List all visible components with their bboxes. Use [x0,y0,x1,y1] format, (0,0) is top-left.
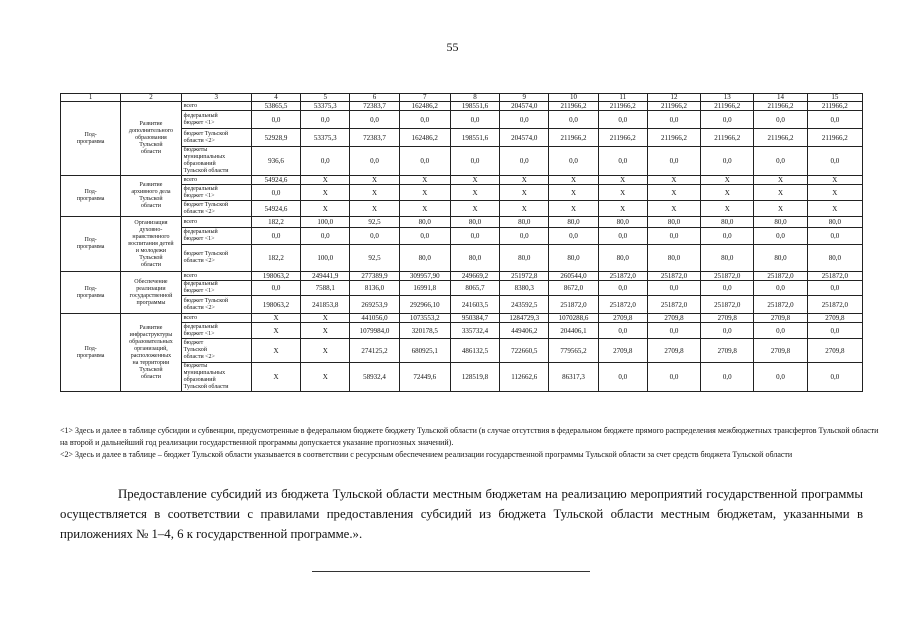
value-cell: 0,0 [754,363,807,392]
value-cell: 92,5 [350,217,399,228]
value-cell: X [399,201,450,217]
table-row [61,314,863,323]
value-cell: 162486,2 [399,129,450,147]
value-cell: X [301,323,350,339]
value-cell: 0,0 [807,228,862,245]
value-cell: 1079984,0 [350,323,399,339]
value-cell: X [399,185,450,201]
value-cell: 72383,7 [350,129,399,147]
value-cell: 211966,2 [549,102,598,111]
value-cell: 0,0 [450,147,499,176]
value-cell: 0,0 [807,363,862,392]
value-cell: 0,0 [701,111,754,129]
value-cell: X [598,201,647,217]
value-cell: X [251,323,300,339]
value-cell: 320178,5 [399,323,450,339]
value-cell: 80,0 [598,245,647,272]
value-cell: 86317,3 [549,363,598,392]
value-cell: X [350,176,399,185]
table-row [61,111,863,129]
table-row [61,176,863,185]
value-cell: 449406,2 [500,323,549,339]
value-cell: 251872,0 [701,296,754,314]
value-cell: 211966,2 [754,129,807,147]
table-row [61,147,863,176]
value-cell: X [450,185,499,201]
value-cell: 2709,8 [701,314,754,323]
value-cell: 0,0 [350,228,399,245]
value-cell: 0,0 [754,281,807,296]
value-cell: 198551,6 [450,102,499,111]
value-cell: 198063,2 [251,272,300,281]
value-cell: 52928,9 [251,129,300,147]
value-cell: 211966,2 [701,129,754,147]
value-cell: X [251,363,300,392]
funding-source: всего [181,272,251,281]
value-cell: 251872,0 [807,272,862,281]
value-cell: X [754,185,807,201]
value-cell: 0,0 [350,111,399,129]
value-cell: 0,0 [301,147,350,176]
value-cell: 112662,6 [500,363,549,392]
value-cell: 53375,3 [301,129,350,147]
funding-source: федеральный бюджет <1> [181,281,251,296]
value-cell: X [301,176,350,185]
value-cell: X [598,185,647,201]
value-cell: 211966,2 [598,102,647,111]
value-cell: 0,0 [251,111,300,129]
value-cell: 486132,5 [450,339,499,363]
footnote-1: <1> Здесь и далее в таблице субсидии и субвенции, предусмотренные в федеральном бюджете бюджету Тульской области (в случае отсутствия в федеральном бюджете прямого распределения межбюджетных трансфертов Тульской области на второй и дальнейший год реализации государственной программы допускается указание прогнозных значений). [60,426,879,447]
funding-source: всего [181,176,251,185]
value-cell: 80,0 [701,245,754,272]
value-cell: 251872,0 [701,272,754,281]
value-cell: X [701,185,754,201]
funding-source: бюджеты муниципальных образований Тульской области [181,147,251,176]
value-cell: 243592,5 [500,296,549,314]
value-cell: X [251,339,300,363]
value-cell: 72383,7 [350,102,399,111]
header-cell: 6 [350,94,399,102]
value-cell: 0,0 [647,281,700,296]
subprogram-name: Обеспечение реализации государственной программы [121,272,181,314]
value-cell: 204574,0 [500,129,549,147]
value-cell: X [301,339,350,363]
value-cell: 0,0 [701,147,754,176]
value-cell: 211966,2 [647,129,700,147]
funding-source: всего [181,314,251,323]
value-cell: 211966,2 [647,102,700,111]
header-cell: 12 [647,94,700,102]
value-cell: 80,0 [500,217,549,228]
value-cell: 80,0 [647,245,700,272]
value-cell: 8672,0 [549,281,598,296]
value-cell: 128519,8 [450,363,499,392]
value-cell: 2709,8 [701,339,754,363]
header-cell: 11 [598,94,647,102]
table-row [61,228,863,245]
value-cell: X [807,201,862,217]
value-cell: 0,0 [301,111,350,129]
value-cell: 211966,2 [807,129,862,147]
value-cell: X [701,176,754,185]
subprogram-label: Под- программа [61,217,121,272]
funding-source: бюджет Тульской области <2> [181,339,251,363]
value-cell: 7588,1 [301,281,350,296]
funding-source: федеральный бюджет <1> [181,228,251,245]
value-cell: 182,2 [251,217,300,228]
value-cell: 251872,0 [598,296,647,314]
funding-source: бюджеты муниципальных образований Тульской области [181,363,251,392]
value-cell: 251872,0 [647,296,700,314]
value-cell: X [500,176,549,185]
value-cell: X [301,201,350,217]
header-cell: 13 [701,94,754,102]
value-cell: 779565,2 [549,339,598,363]
subprogram-label: Под- программа [61,102,121,176]
budget-table [60,93,863,392]
value-cell: 0,0 [701,281,754,296]
value-cell: 0,0 [450,111,499,129]
value-cell: 182,2 [251,245,300,272]
value-cell: 269253,9 [350,296,399,314]
funding-source: всего [181,102,251,111]
value-cell: 58932,4 [350,363,399,392]
value-cell: 8065,7 [450,281,499,296]
value-cell: X [301,314,350,323]
value-cell: 2709,8 [807,339,862,363]
value-cell: 251872,0 [807,296,862,314]
table-row [61,323,863,339]
value-cell: 8380,3 [500,281,549,296]
value-cell: 0,0 [647,228,700,245]
subprogram-label: Под- программа [61,176,121,217]
value-cell: 0,0 [399,228,450,245]
header-cell: 10 [549,94,598,102]
subprogram-name: Развитие дополнительного образования Тульской области [121,102,181,176]
value-cell: 441056,0 [350,314,399,323]
value-cell: 249441,9 [301,272,350,281]
value-cell: 680925,1 [399,339,450,363]
header-cell: 9 [500,94,549,102]
value-cell: X [647,185,700,201]
value-cell: X [754,176,807,185]
value-cell: 80,0 [701,217,754,228]
value-cell: 335732,4 [450,323,499,339]
value-cell: 0,0 [251,281,300,296]
value-cell: X [549,201,598,217]
value-cell: 204574,0 [500,102,549,111]
value-cell: 251872,0 [754,296,807,314]
value-cell: 0,0 [754,111,807,129]
value-cell: X [701,201,754,217]
value-cell: X [450,201,499,217]
table-row [61,281,863,296]
value-cell: 211966,2 [549,129,598,147]
value-cell: 1284729,3 [500,314,549,323]
table-row [61,363,863,392]
value-cell: 80,0 [754,245,807,272]
value-cell: 0,0 [500,228,549,245]
value-cell: 251872,0 [647,272,700,281]
value-cell: 0,0 [598,147,647,176]
value-cell: X [754,201,807,217]
table-row [61,102,863,111]
funding-source: бюджет Тульской области <2> [181,296,251,314]
value-cell: X [647,201,700,217]
value-cell: X [549,176,598,185]
footnote-2: <2> Здесь и далее в таблице – бюджет Тульской области указывается в соответствии с ресурсным обеспечением реализации государственной программы Тульской области за счет средств бюджета Тульской области [60,450,793,459]
value-cell: 53375,3 [301,102,350,111]
value-cell: 292966,10 [399,296,450,314]
page-number: 55 [446,40,459,54]
value-cell: 0,0 [598,323,647,339]
header-cell: 8 [450,94,499,102]
subprogram-name: Организация духовно- нравственного воспитания детей и молодежи Тульской области [121,217,181,272]
value-cell: 80,0 [807,245,862,272]
table-row [61,129,863,147]
value-cell: 249669,2 [450,272,499,281]
value-cell: 54924,6 [251,176,300,185]
value-cell: 277389,9 [350,272,399,281]
value-cell: X [350,185,399,201]
funding-source: бюджет Тульской области <2> [181,245,251,272]
subprogram-label: Под- программа [61,314,121,392]
value-cell: 80,0 [450,245,499,272]
subprogram-label: Под- программа [61,272,121,314]
value-cell: 80,0 [500,245,549,272]
value-cell: 0,0 [598,228,647,245]
value-cell: 936,6 [251,147,300,176]
header-cell: 7 [399,94,450,102]
value-cell: 0,0 [549,111,598,129]
funding-source: федеральный бюджет <1> [181,185,251,201]
value-cell: X [549,185,598,201]
value-cell: 80,0 [549,245,598,272]
value-cell: X [301,185,350,201]
value-cell: 0,0 [399,147,450,176]
value-cell: 211966,2 [807,102,862,111]
value-cell: 0,0 [701,363,754,392]
value-cell: X [399,176,450,185]
value-cell: 0,0 [450,228,499,245]
value-cell: 251972,8 [500,272,549,281]
value-cell: 0,0 [807,323,862,339]
value-cell: 53865,5 [251,102,300,111]
table-row [61,245,863,272]
value-cell: 0,0 [598,281,647,296]
funding-source: федеральный бюджет <1> [181,323,251,339]
value-cell: 950384,7 [450,314,499,323]
value-cell: X [807,185,862,201]
value-cell: X [350,201,399,217]
value-cell: 0,0 [598,111,647,129]
subprogram-name: Развитие инфраструктуры образовательных организаций, расположенных на территории Тульской области [121,314,181,392]
value-cell: 0,0 [500,111,549,129]
value-cell: 0,0 [807,147,862,176]
value-cell: 2709,8 [647,339,700,363]
table-row [61,185,863,201]
value-cell: X [251,314,300,323]
value-cell: 72449,6 [399,363,450,392]
value-cell: 241603,5 [450,296,499,314]
value-cell: 0,0 [500,147,549,176]
value-cell: X [647,176,700,185]
header-cell: 15 [807,94,862,102]
value-cell: 211966,2 [701,102,754,111]
value-cell: 0,0 [350,147,399,176]
value-cell: 0,0 [807,111,862,129]
value-cell: X [301,363,350,392]
value-cell: 92,5 [350,245,399,272]
value-cell: X [500,185,549,201]
value-cell: 0,0 [647,147,700,176]
value-cell: 80,0 [754,217,807,228]
value-cell: 1073553,2 [399,314,450,323]
value-cell: 2709,8 [807,314,862,323]
header-cell: 3 [181,94,251,102]
value-cell: 241853,8 [301,296,350,314]
header-cell: 14 [754,94,807,102]
value-cell: 251872,0 [549,296,598,314]
header-cell: 2 [121,94,181,102]
value-cell: 162486,2 [399,102,450,111]
value-cell: 2709,8 [598,314,647,323]
value-cell: 0,0 [251,228,300,245]
value-cell: 0,0 [251,185,300,201]
value-cell: 80,0 [399,245,450,272]
value-cell: 0,0 [701,323,754,339]
table-row [61,201,863,217]
table-row [61,217,863,228]
table-body [61,94,863,392]
value-cell: 211966,2 [754,102,807,111]
value-cell: 8136,0 [350,281,399,296]
value-cell: 251872,0 [754,272,807,281]
value-cell: 309957,90 [399,272,450,281]
value-cell: 0,0 [754,228,807,245]
value-cell: X [598,176,647,185]
value-cell: 80,0 [450,217,499,228]
value-cell: X [807,176,862,185]
value-cell: 260544,0 [549,272,598,281]
value-cell: 198551,6 [450,129,499,147]
body-paragraph: Предоставление субсидий из бюджета Тульской области местным бюджетам на реализацию мероприятий государственной программы осуществляется в соответствии с правилами предоставления субсидий из бюджета Тульской области местным бюджетам, указанными в приложениях № 1–4, 6 к государственной программе.». [60,487,863,541]
value-cell: 204406,1 [549,323,598,339]
footnotes [60,425,880,461]
value-cell: 54924,6 [251,201,300,217]
value-cell: 0,0 [301,228,350,245]
value-cell: 0,0 [647,323,700,339]
value-cell: 0,0 [399,111,450,129]
funding-source: федеральный бюджет <1> [181,111,251,129]
value-cell: 251872,0 [598,272,647,281]
value-cell: 100,0 [301,245,350,272]
value-cell: 0,0 [647,111,700,129]
value-cell: 0,0 [549,228,598,245]
header-cell: 5 [301,94,350,102]
table-row [61,272,863,281]
value-cell: 0,0 [549,147,598,176]
header-cell: 1 [61,94,121,102]
value-cell: 80,0 [807,217,862,228]
value-cell: 100,0 [301,217,350,228]
value-cell: 0,0 [807,281,862,296]
header-cell: 4 [251,94,300,102]
value-cell: X [500,201,549,217]
value-cell: 211966,2 [598,129,647,147]
value-cell: X [450,176,499,185]
value-cell: 2709,8 [754,314,807,323]
value-cell: 0,0 [754,323,807,339]
value-cell: 0,0 [754,147,807,176]
funding-source: бюджет Тульской области <2> [181,201,251,217]
value-cell: 80,0 [549,217,598,228]
table-row [61,296,863,314]
header-row [61,94,863,102]
subprogram-name: Развитие архивного дела Тульской области [121,176,181,217]
value-cell: 80,0 [647,217,700,228]
value-cell: 1070288,6 [549,314,598,323]
funding-source: всего [181,217,251,228]
value-cell: 80,0 [598,217,647,228]
value-cell: 0,0 [598,363,647,392]
value-cell: 2709,8 [647,314,700,323]
value-cell: 2709,8 [598,339,647,363]
closing-rule [312,571,590,572]
value-cell: 198063,2 [251,296,300,314]
value-cell: 16991,8 [399,281,450,296]
value-cell: 2709,8 [754,339,807,363]
value-cell: 0,0 [701,228,754,245]
value-cell: 274125,2 [350,339,399,363]
value-cell: 722660,5 [500,339,549,363]
value-cell: 0,0 [647,363,700,392]
value-cell: 80,0 [399,217,450,228]
funding-source: бюджет Тульской области <2> [181,129,251,147]
table-row [61,339,863,363]
